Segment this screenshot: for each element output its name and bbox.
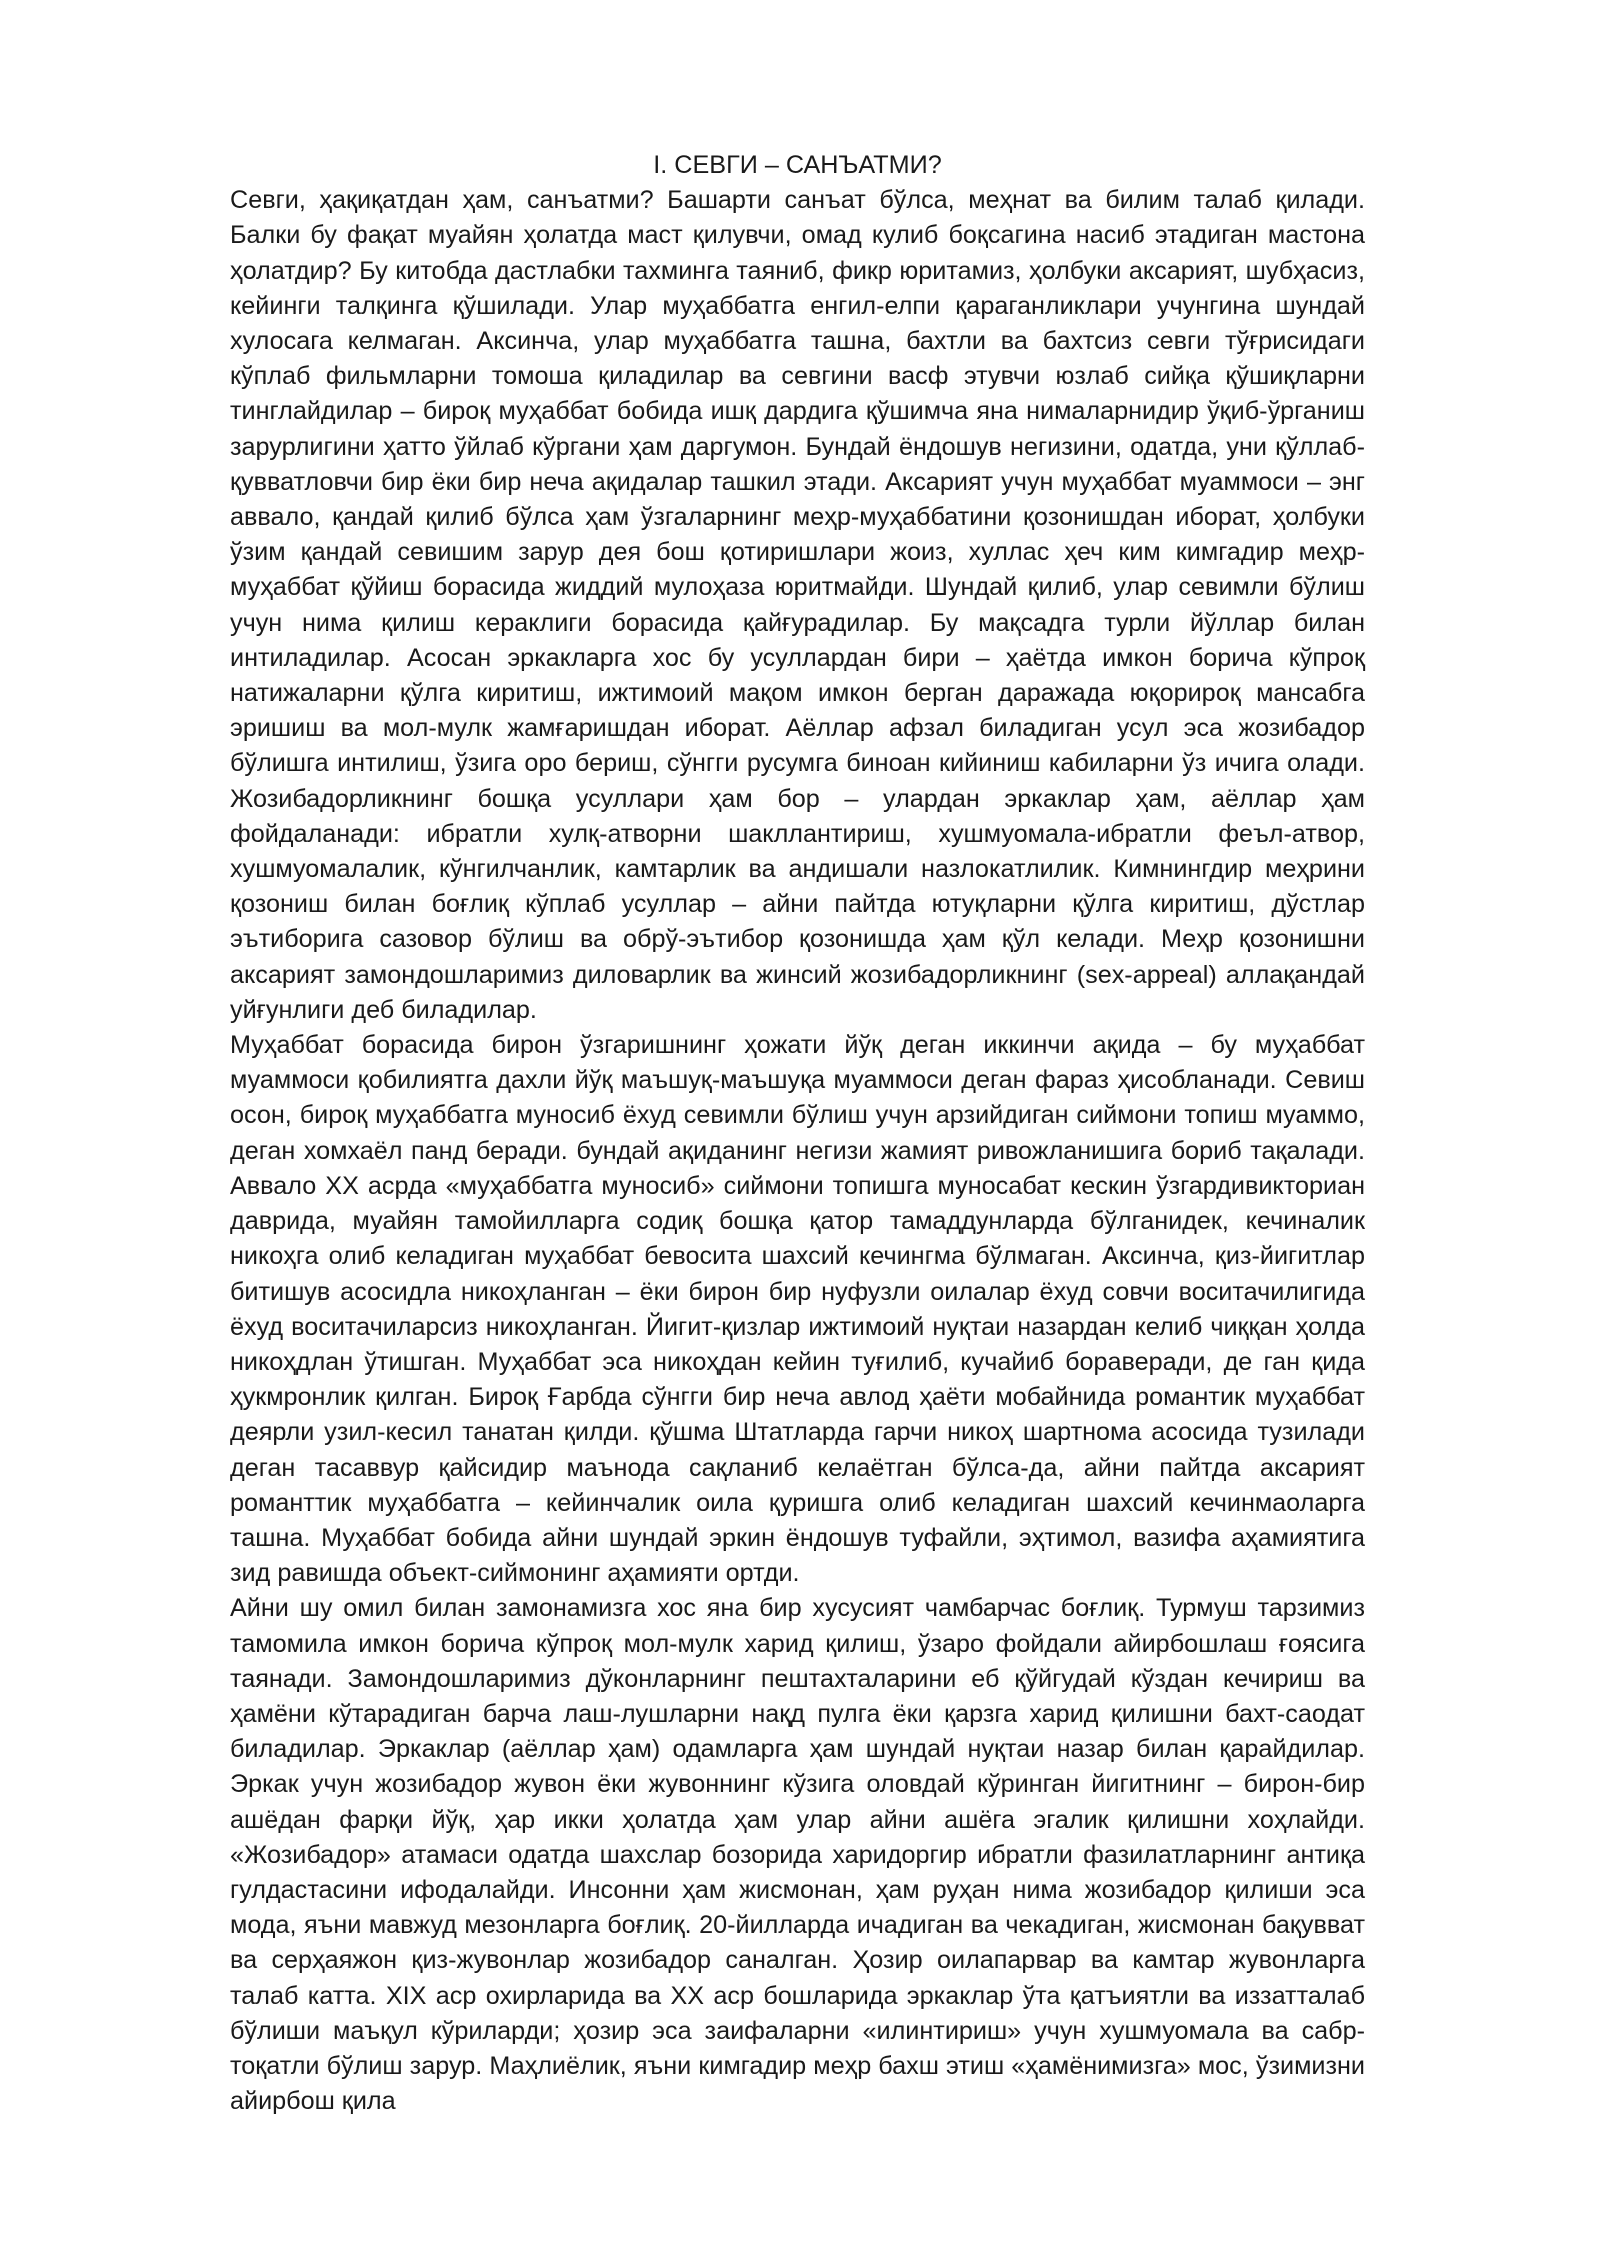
- document-body: [230, 148, 1365, 2119]
- paragraph-2: Муҳаббат борасида бирон ўзгаришнинг ҳожати йўқ деган иккинчи ақида – бу муҳаббат муаммоси қобилиятга дахли йўқ маъшуқ-маъшуқа муаммоси деган фараз ҳисобланади. Севиш осон, бироқ муҳаббатга муносиб ёхуд севимли бўлиш учун арзийдиган сиймони топиш муаммо, деган хомхаёл панд беради. бундай ақиданинг негизи жамият ривожланишига бориб тақалади. Аввало XX асрда «муҳаббатга муносиб» сиймони топишга муносабат кескин ўзгардивикториан даврида, муайян тамойилларга содиқ бошқа қатор тамаддунларда бўлганидек, кечиналик никоҳга олиб келадиган муҳаббат бевосита шахсий кечингма бўлмаган. Аксинча, қиз-йигитлар битишув асосидла никоҳланган – ёки бирон бир нуфузли оилалар ёхуд совчи воситачилигида ёхуд воситачиларсиз никоҳланган. Йигит-қизлар ижтимоий нуқтаи назардан келиб чиққан ҳолда никоҳдлан ўтишган. Муҳаббат эса никоҳдан кейин туғилиб, кучайиб бораверади, де ган қида ҳукмронлик қилган. Бироқ Ғарбда сўнгги бир неча авлод ҳаёти мобайнида романтик муҳаббат деярли узил-кесил танатан қилди. қўшма Штатларда гарчи никоҳ шартнома асосида тузилади деган тасаввур қайсидир маънода сақланиб келаётган бўлса-да, айни пайтда аксарият романттик муҳаббатга – кейинчалик оила қуришга олиб келадиган шахсий кечинмаоларга ташна. Муҳаббат бобида айни шундай эркин ёндошув туфайли, эҳтимол, вазифа аҳамиятига зид равишда объект-сиймонинг аҳамияти ортди.: [230, 1031, 1365, 1588]
- paragraph-1: Севги, ҳақиқатдан ҳам, санъатми? Башарти санъат бўлса, меҳнат ва билим талаб қилади. Балки бу фақат муайян ҳолатда маст қилувчи, омад кулиб боқсагина насиб этадиган мастона ҳолатдир? Бу китобда дастлабки тахминга таяниб, фикр юритамиз, ҳолбуки аксарият, шубҳасиз, кейинги талқинга қўшилади. Улар муҳаббатга енгил-елпи қараганликлари учунгина шундай хулосага келмаган. Аксинча, улар муҳаббатга ташна, бахтли ва бахтсиз севги тўғрисидаги кўплаб фильмларни томоша қиладилар ва севгини васф этувчи юзлаб сийқа қўшиқларни тинглайдилар – бироқ муҳаббат бобида ишқ дардига қўшимча яна нималарнидир ўқиб-ўрганиш зарурлигини ҳатто ўйлаб кўргани ҳам даргумон. Бундай ёндошув негизини, одатда, уни қўллаб-қувватловчи бир ёки бир неча ақидалар ташкил этади. Аксарият учун муҳаббат муаммоси – энг аввало, қандай қилиб бўлса ҳам ўзгаларнинг меҳр-муҳаббатини қозонишдан иборат, ҳолбуки ўзим қандай севишим зарур дея бош қотиришлари жоиз, хуллас ҳеч ким кимгадир меҳр-муҳаббат қўйиш борасида жиддий мулоҳаза юритмайди. Шундай қилиб, улар севимли бўлиш учун нима қилиш кераклиги борасида қайғурадилар. Бу мақсадга турли йўллар билан интиладилар. Асосан эркакларга хос бу усуллардан бири – ҳаётда имкон борича кўпроқ натижаларни қўлга киритиш, ижтимоий мақом имкон берган даражада юқорироқ мансабга эришиш ва мол-мулк жамғаришдан иборат. Аёллар афзал биладиган усул эса жозибадор бўлишга интилиш, ўзига оро бериш, сўнгги русумга биноан кийиниш кабиларни ўз ичига олади. Жозибадорликнинг бошқа усуллари ҳам бор – улардан эркаклар ҳам, аёллар ҳам фойдаланади: ибратли хулқ-атворни шакллантириш, хушмуомала-ибратли феъл-атвор, хушмуомалалик, кўнгилчанлик, камтарлик ва андишали назлокатлилик. Кимнингдир меҳрини қозониш билан боғлиқ кўплаб усуллар – айни пайтда ютуқларни қўлга киритиш, дўстлар эътиборига сазовор бўлиш ва обрў-эътибор қозонишда ҳам қўл келади. Меҳр қозонишни аксарият замондошларимиз диловарлик ва жинсий жозибадорликнинг (sex-appeal) аллақандай уйғунлиги деб биладилар.: [230, 186, 1365, 1024]
- paragraph-3: Айни шу омил билан замонамизга хос яна бир хусусият чамбарчас боғлиқ. Турмуш тарзимиз тамомила имкон борича кўпроқ мол-мулк харид қилиш, ўзаро фойдали айирбошлаш ғоясига таянади. Замондошларимиз дўконларнинг пештахталарини еб қўйгудай кўздан кечириш ва ҳамёни кўтарадиган барча лаш-лушларни нақд пулга ёки қарзга харид қилишни бахт-саодат биладилар. Эркаклар (аёллар ҳам) одамларга ҳам шундай нуқтаи назар билан қарайдилар. Эркак учун жозибадор жувон ёки жувоннинг кўзига оловдай кўринган йигитнинг – бирон-бир ашёдан фарқи йўқ, ҳар икки ҳолатда ҳам улар айни ашёга эгалик қилишни хоҳлайди. «Жозибадор» атамаси одатда шахслар бозорида харидоргир ибратли фазилатларнинг антиқа гулдастасини ифодалайди. Инсонни ҳам жисмонан, ҳам руҳан нима жозибадор қилиши эса мода, яъни мавжуд мезонларга боғлиқ. 20-йилларда ичадиган ва чекадиган, жисмонан бақувват ва серҳаяжон қиз-жувонлар жозибадор саналган. Ҳозир оилапарвар ва камтар жувонларга талаб катта. XIX аср охирларида ва XX аср бошларида эркаклар ўта қатъиятли ва иззатталаб бўлиши маъқул кўриларди; ҳозир эса заифаларни «илинтириш» учун хушмуомала ва сабр-тоқатли бўлиш зарур. Маҳлиёлик, яъни кимгадир меҳр бахш этиш «ҳамёнимизга» мос, ўзимизни айирбош қила: [230, 1594, 1365, 2116]
- chapter-title: I. СЕВГИ – САНЪАТМИ?: [653, 151, 942, 179]
